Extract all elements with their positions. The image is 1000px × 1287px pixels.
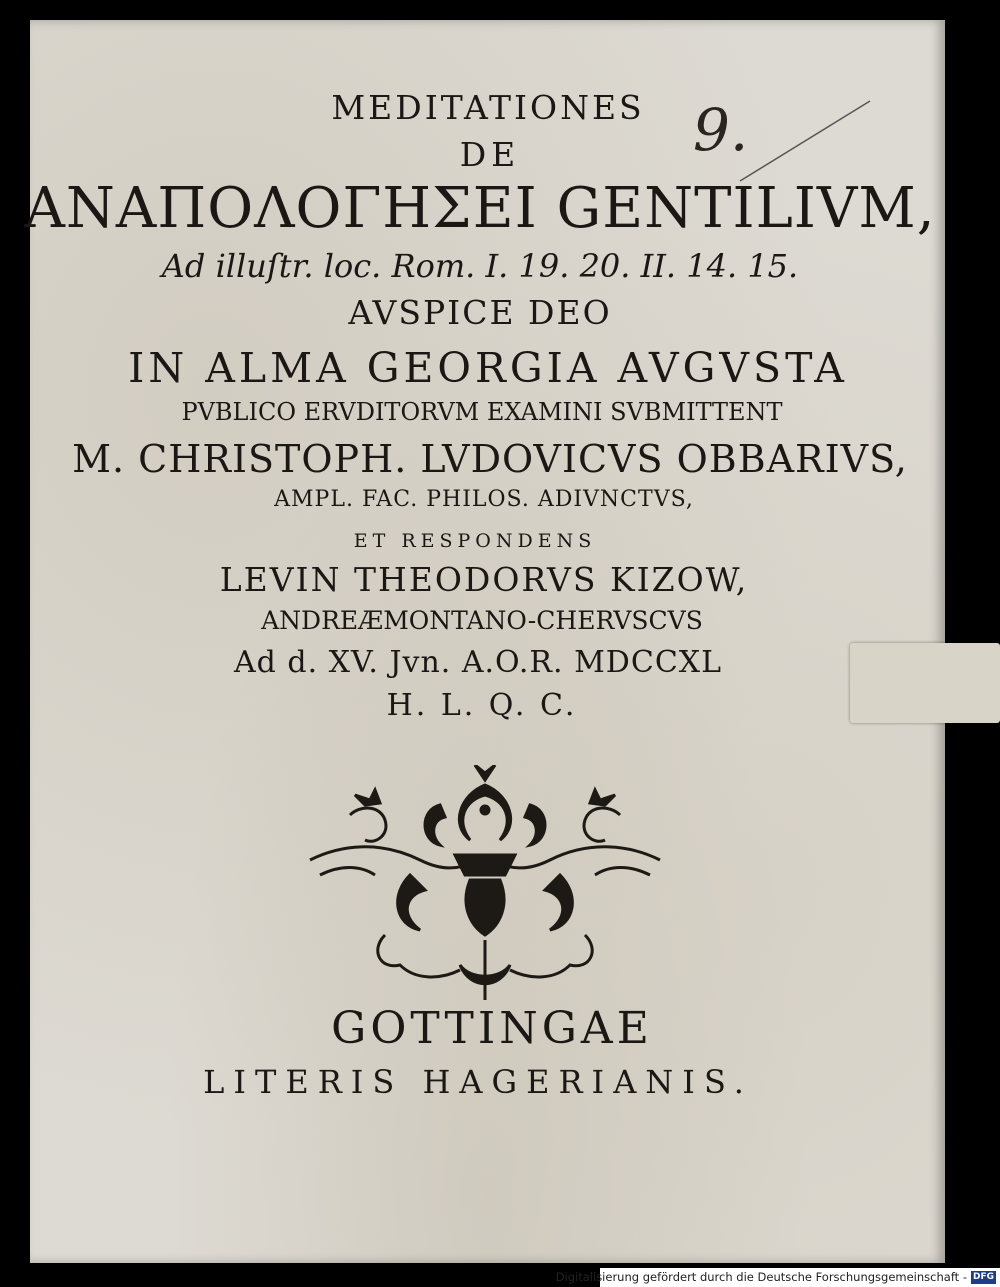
- date-line: Ad d. XV. Jvn. A.O.R. MDCCXL: [233, 645, 723, 680]
- title-line-de: DE: [459, 135, 521, 174]
- funding-footer: [555, 1268, 1000, 1287]
- handwritten-note: 9.: [693, 96, 749, 164]
- imprint-printer: LITERIS HAGERIANIS.: [203, 1063, 753, 1101]
- bible-reference: Ad illuſtr. loc. Rom. I. 19. 20. II. 14. 15.: [161, 247, 799, 285]
- printer-ornament: [300, 765, 670, 1005]
- praeses-title: AMPL. FAC. PHILOS. ADIVNCTVS,: [274, 487, 694, 512]
- respondens-label: ET RESPONDENS: [353, 530, 597, 552]
- main-title: ΑΝΑΠΟΛΟΓΗΣΕΙ GENTILIVM,: [24, 176, 936, 241]
- dfg-logo: DFG: [972, 1272, 994, 1282]
- title-line-meditationes: MEDITATIONES: [331, 88, 645, 127]
- respondent-origin: ANDREÆMONTANO-CHERVSCVS: [261, 606, 703, 635]
- handwritten-stroke: [735, 96, 875, 186]
- respondent-name: LEVIN THEODORVS KIZOW,: [219, 560, 749, 599]
- imprint-place: GOTTINGAE: [331, 1003, 653, 1054]
- funding-footer-text: Digitalisierung gefördert durch die Deutsche Forschungsgemeinschaft -: [555, 1270, 967, 1284]
- hlqc-line: H. L. Q. C.: [386, 688, 578, 723]
- examination-line: PVBLICO ERVDITORVM EXAMINI SVBMITTENT: [181, 398, 783, 426]
- university-line: IN ALMA GEORGIA AVGVSTA: [128, 344, 848, 392]
- praeses-name: M. CHRISTOPH. LVDOVICVS OBBARIVS,: [72, 437, 908, 481]
- auspice-deo: AVSPICE DEO: [348, 293, 612, 332]
